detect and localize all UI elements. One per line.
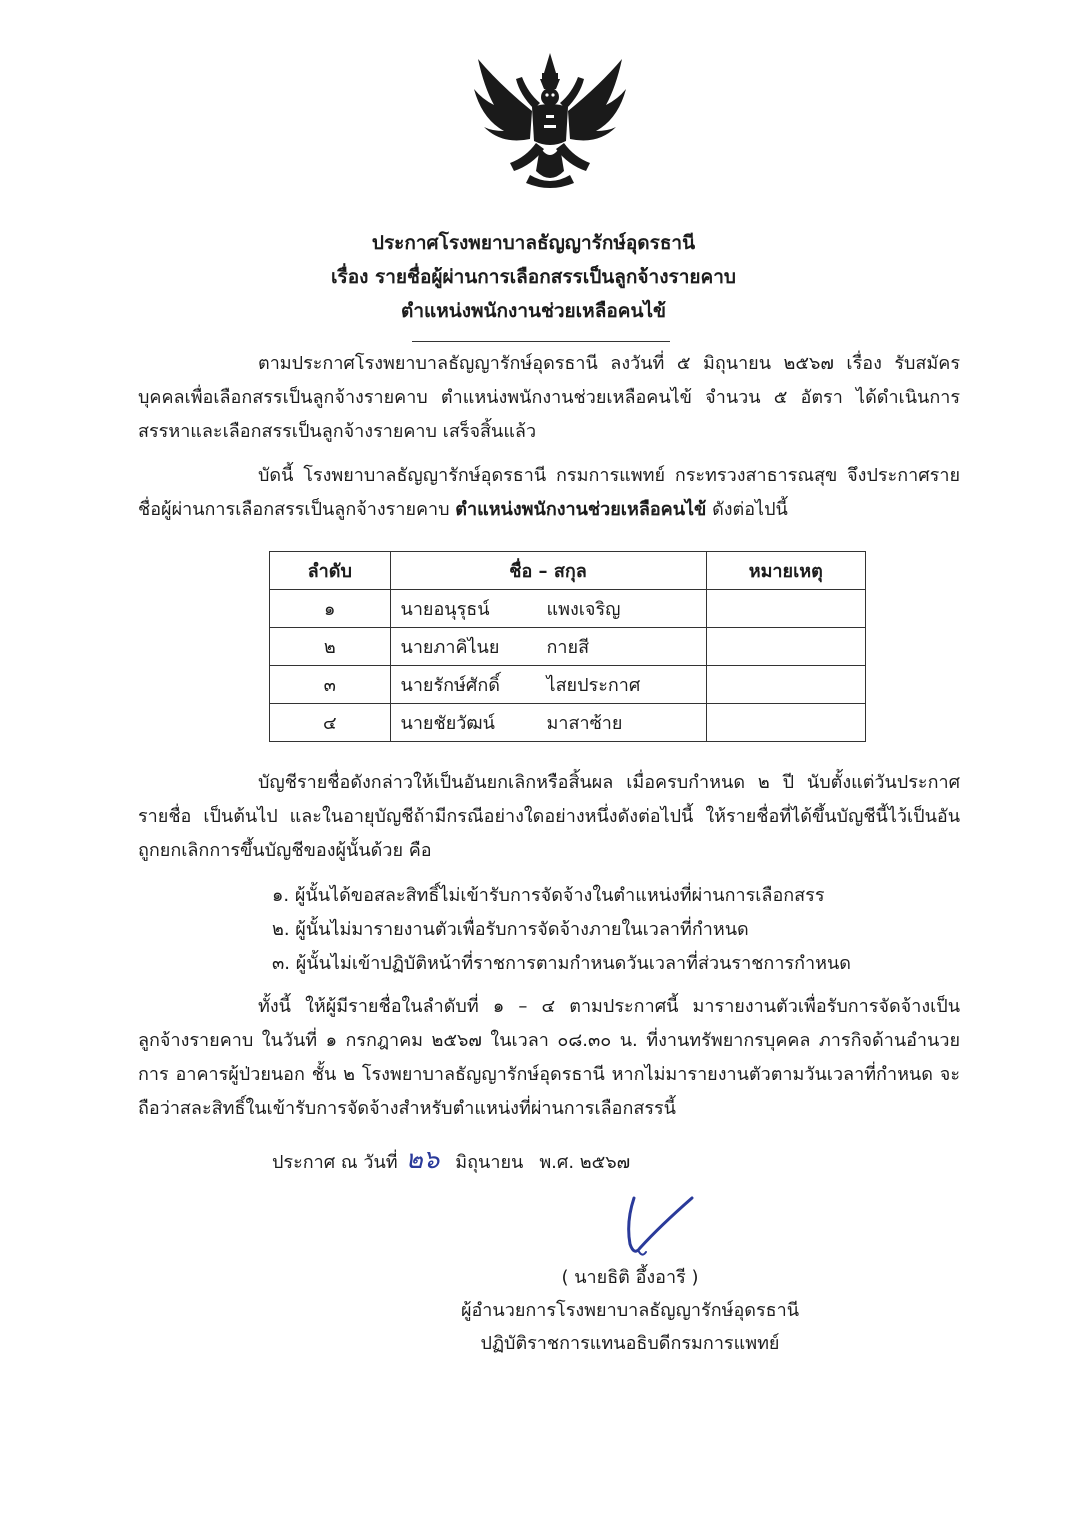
row-name — [390, 666, 706, 704]
row-remark — [706, 704, 865, 742]
paragraph-background-text: ตามประกาศโรงพยาบาลธัญญารักษ์อุดรธานี ลงวันที่ ๕ มิถุนายน ๒๕๖๗ เรื่อง รับสมัครบุคคลเพื่อเลือกสรรเป็นลูกจ้างรายคาบ ตำแหน่งพนักงานช่วยเหลือคนไข้ จำนวน ๕ อัตรา ได้ดำเนินการสรรหาและเลือกสรรเป็นลูกจ้างรายคาบ เสร็จสิ้นแล้ว — [138, 353, 960, 442]
signatory-name: ( นายธิติ อึ้งอารี ) — [561, 1267, 699, 1288]
table-row — [270, 704, 866, 742]
first-name: นายรักษ์ศักดิ์ — [400, 675, 500, 696]
condition-item: ๓. ผู้นั้นไม่เข้าปฏิบัติหน้าที่ราชการตามกำหนดวันเวลาที่ส่วนราชการกำหนด — [272, 953, 851, 974]
row-order: ๓ — [270, 666, 391, 704]
row-name — [390, 628, 706, 666]
first-name: นายอนุรุธน์ — [400, 599, 490, 620]
last-name: แพงเจริญ — [546, 599, 621, 620]
condition-item: ๑. ผู้นั้นได้ขอสละสิทธิ์ไม่เข้ารับการจัดจ้างในตำแหน่งที่ผ่านการเลือกสรร — [272, 885, 825, 906]
paragraph-validity-text: บัญชีรายชื่อดังกล่าวให้เป็นอันยกเลิกหรือสิ้นผล เมื่อครบกำหนด ๒ ปี นับตั้งแต่วันประกาศรายชื่อ เป็นต้นไป และในอายุบัญชีถ้ามีกรณีอย่างใดอย่างหนึ่งดังต่อไปนี้ ให้รายชื่อที่ได้ขึ้นบัญชีนี้ไว้เป็นอันถูกยกเลิกการขึ้นบัญชีของผู้นั้นด้วย คือ — [138, 772, 960, 861]
paragraph-reporting — [138, 990, 960, 1126]
title-line-1: ประกาศโรงพยาบาลธัญญารักษ์อุดรธานี — [371, 232, 696, 254]
row-remark — [706, 590, 865, 628]
last-name: มาสาซ้าย — [546, 713, 623, 734]
condition-item: ๒. ผู้นั้นไม่มารายงานตัวเพื่อรับการจัดจ้างภายในเวลาที่กำหนด — [272, 919, 749, 940]
row-order: ๔ — [270, 704, 391, 742]
signature-mark-icon — [600, 1192, 710, 1272]
position-line: ตำแหน่งพนักงานช่วยเหลือคนไข้ — [400, 300, 666, 322]
row-order: ๑ — [270, 590, 391, 628]
date-prefix: ประกาศ ณ วันที่ — [272, 1152, 398, 1173]
position-emphasis: ตำแหน่งพนักงานช่วยเหลือคนไข้ — [455, 499, 707, 520]
paragraph-announcement — [138, 459, 960, 527]
first-name: นายภาคิไนย — [400, 637, 500, 658]
date-month: มิถุนายน — [455, 1152, 524, 1173]
first-name: นายชัยวัฒน์ — [400, 713, 495, 734]
handwritten-day: ๒๖ — [405, 1145, 440, 1175]
table-row — [270, 590, 866, 628]
table-row — [270, 666, 866, 704]
table-header-row — [270, 552, 866, 590]
paragraph-reporting-text: ทั้งนี้ ให้ผู้มีรายชื่อในลำดับที่ ๑ – ๔ ตามประกาศนี้ มารายงานตัวเพื่อรับการจัดจ้างเป็นลูกจ้างรายคาบ ในวันที่ ๑ กรกฎาคม ๒๕๖๗ ในเวลา ๐๘.๓๐ น. ที่งานทรัพยากรบุคคล ภารกิจด้านอำนวยการ อาคารผู้ป่วยนอก ชั้น ๒ โรงพยาบาลธัญญารักษ์อุดรธานี หากไม่มารายงานตัวตามวันเวลาที่กำหนด จะถือว่าสละสิทธิ์ในเข้ารับการจัดจ้างสำหรับตำแหน่งที่ผ่านการเลือกสรรนี้ — [138, 996, 960, 1119]
signatory-acting-title: ปฏิบัติราชการแทนอธิบดีกรมการแพทย์ — [480, 1333, 780, 1354]
header-name: ชื่อ – สกุล — [390, 552, 706, 590]
date-year: พ.ศ. ๒๕๖๗ — [539, 1152, 631, 1173]
signatory-title: ผู้อำนวยการโรงพยาบาลธัญญารักษ์อุดรธานี — [460, 1300, 800, 1321]
header-order: ลำดับ — [270, 552, 391, 590]
row-remark — [706, 666, 865, 704]
garuda-emblem-icon — [470, 45, 630, 195]
table-row — [270, 628, 866, 666]
row-name — [390, 590, 706, 628]
paragraph-announcement-end: ดังต่อไปนี้ — [706, 499, 788, 520]
row-name — [390, 704, 706, 742]
last-name: กายสี — [546, 637, 590, 658]
paragraph-validity — [138, 766, 960, 868]
paragraph-announcement-text: บัดนี้ โรงพยาบาลธัญญารักษ์อุดรธานี กรมการแพทย์ กระทรวงสาธารณสุข จึงประกาศรายชื่อผู้ผ่านการเลือกสรรเป็นลูกจ้างรายคาบ — [138, 465, 960, 520]
paragraph-background — [138, 347, 960, 449]
announcement-date — [272, 1143, 630, 1180]
row-remark — [706, 628, 865, 666]
last-name: ไสยประกาศ — [546, 675, 641, 696]
subject-line: เรื่อง รายชื่อผู้ผ่านการเลือกสรรเป็นลูกจ้างรายคาบ — [331, 266, 736, 288]
header-remark: หมายเหตุ — [706, 552, 865, 590]
candidate-table — [269, 551, 866, 742]
row-order: ๒ — [270, 628, 391, 666]
heading-divider — [412, 341, 670, 342]
